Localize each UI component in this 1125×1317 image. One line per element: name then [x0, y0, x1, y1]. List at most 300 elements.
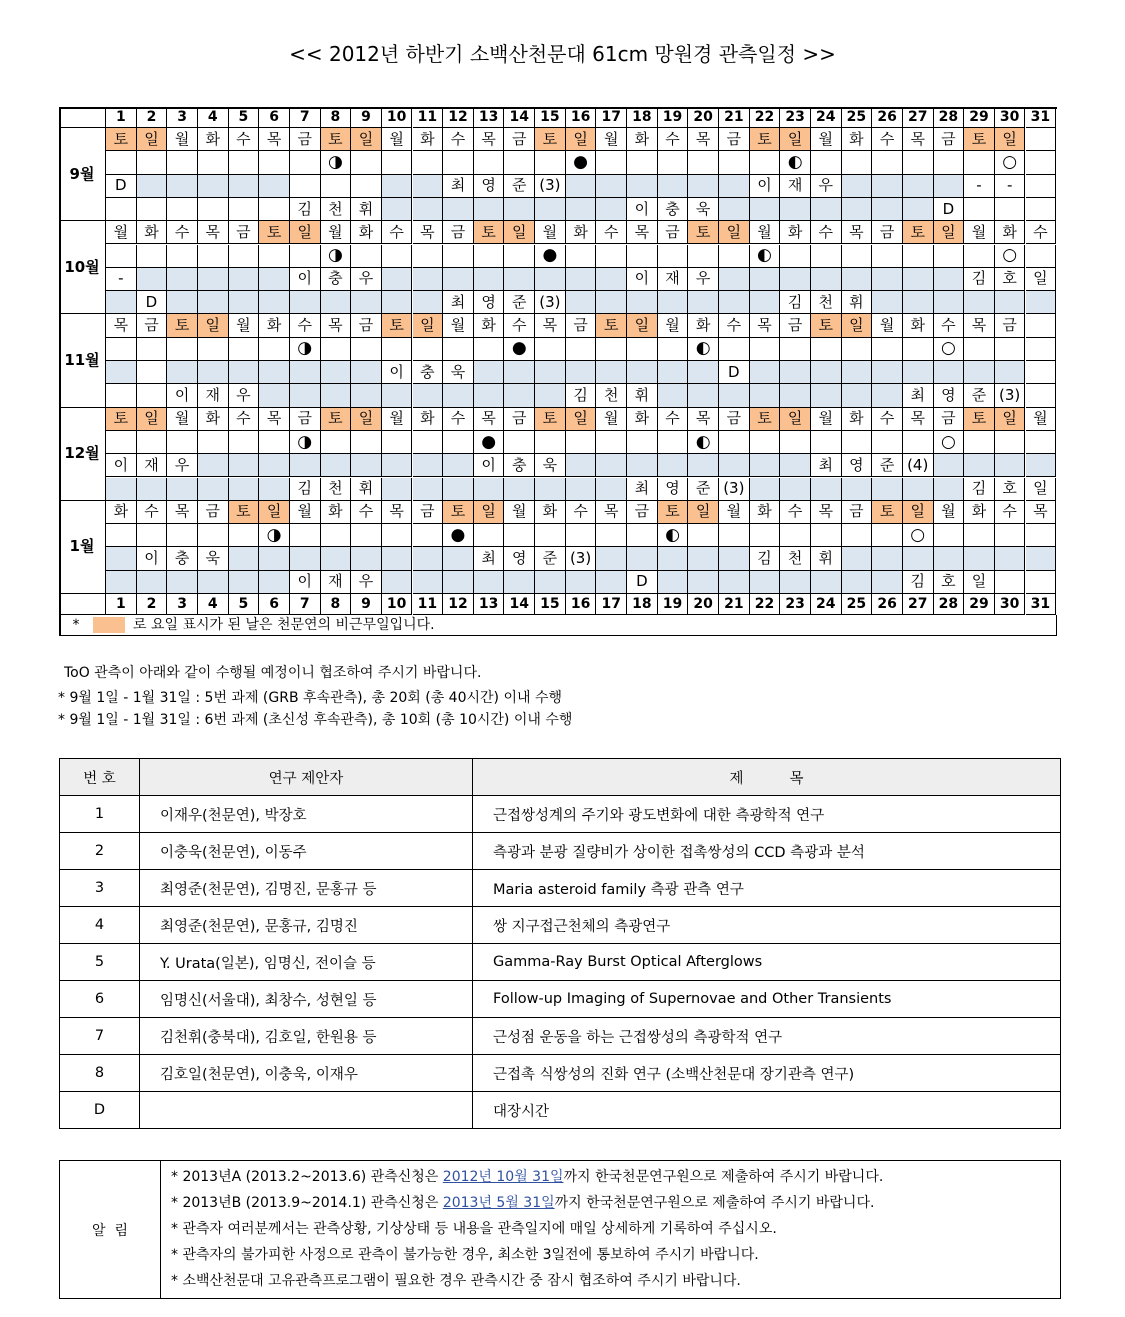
- observer-cell: [780, 454, 811, 477]
- observer-cell: [137, 384, 168, 407]
- moon-phase-cell: [934, 245, 965, 268]
- moon-phase-cell: [688, 245, 719, 268]
- weekday-cell: 일: [137, 128, 168, 151]
- weekday-cell: 목: [474, 408, 505, 431]
- moon-phase-cell: [719, 338, 750, 361]
- weekday-cell: 화: [627, 408, 658, 431]
- observer-cell: [995, 571, 1026, 594]
- observer-cell: 준: [688, 478, 719, 501]
- observer-cell: 재: [198, 384, 229, 407]
- observer-cell: [934, 175, 965, 198]
- moon-phase-cell: ●: [443, 524, 474, 547]
- observer-cell: [106, 198, 137, 221]
- day-number-footer: 24: [811, 594, 842, 615]
- observer-cell: [719, 454, 750, 477]
- observer-cell: [413, 198, 444, 221]
- observer-cell: [964, 361, 995, 384]
- observer-cell: 충: [504, 454, 535, 477]
- observer-cell: [413, 384, 444, 407]
- observer-cell: [351, 384, 382, 407]
- weekday-cell: 수: [719, 314, 750, 337]
- moon-phase-cell: [106, 431, 137, 454]
- day-number-header: 14: [504, 107, 535, 128]
- observer-cell: [658, 361, 689, 384]
- weekday-cell: 수: [1026, 221, 1057, 244]
- weekday-cell: 수: [137, 501, 168, 524]
- observer-cell: [351, 547, 382, 570]
- observer-cell: [229, 361, 260, 384]
- day-number-header: 28: [934, 107, 965, 128]
- observer-cell: 충: [321, 268, 352, 291]
- moon-phase-cell: [872, 245, 903, 268]
- weekday-cell: 화: [903, 314, 934, 337]
- day-number-header: 11: [413, 107, 444, 128]
- day-number-header: 5: [229, 107, 260, 128]
- weekday-cell: 토: [106, 408, 137, 431]
- observer-cell: [872, 291, 903, 314]
- moon-phase-cell: [566, 245, 597, 268]
- observer-cell: 최: [474, 547, 505, 570]
- weekday-cell: 목: [474, 128, 505, 151]
- observer-cell: [259, 478, 290, 501]
- moon-phase-cell: [658, 338, 689, 361]
- observer-cell: [750, 571, 781, 594]
- weekday-cell: 금: [627, 501, 658, 524]
- moon-phase-cell: [811, 338, 842, 361]
- observer-cell: [964, 454, 995, 477]
- observer-cell: 천: [811, 291, 842, 314]
- proposal-title: 근성점 운동을 하는 근접쌍성의 측광학적 연구: [473, 1018, 1061, 1055]
- weekday-cell: 수: [872, 128, 903, 151]
- weekday-cell: 목: [596, 501, 627, 524]
- moon-phase-cell: [198, 431, 229, 454]
- day-number-header: 24: [811, 107, 842, 128]
- weekday-cell: 토: [688, 221, 719, 244]
- weekday-cell: 토: [535, 128, 566, 151]
- weekday-cell: 월: [167, 128, 198, 151]
- observer-cell: (3): [719, 478, 750, 501]
- month-label: 12월: [59, 408, 106, 501]
- weekday-cell: 화: [259, 314, 290, 337]
- observer-cell: [903, 175, 934, 198]
- moon-phase-cell: [964, 431, 995, 454]
- observer-cell: 재: [658, 268, 689, 291]
- weekday-cell: 일: [351, 128, 382, 151]
- day-number-footer: 27: [903, 594, 934, 615]
- observer-cell: [934, 291, 965, 314]
- moon-phase-cell: [137, 431, 168, 454]
- weekday-cell: 금: [198, 501, 229, 524]
- observer-cell: [964, 291, 995, 314]
- table-row: [60, 981, 1061, 1018]
- moon-phase-cell: [627, 524, 658, 547]
- moon-phase-cell: [1026, 151, 1057, 174]
- observer-cell: [474, 361, 505, 384]
- moon-phase-cell: [566, 524, 597, 547]
- observer-cell: [750, 478, 781, 501]
- weekday-cell: 월: [658, 314, 689, 337]
- observer-cell: [504, 198, 535, 221]
- observer-cell: 휘: [351, 478, 382, 501]
- observer-cell: [229, 198, 260, 221]
- moon-phase-cell: [750, 338, 781, 361]
- observer-cell: [382, 454, 413, 477]
- moon-phase-cell: ◑: [259, 524, 290, 547]
- weekday-cell: 수: [443, 128, 474, 151]
- moon-phase-cell: [842, 151, 873, 174]
- notice-label: 알 림: [60, 1161, 161, 1299]
- proposal-proposer: 최영준(천문연), 김명진, 문홍규 등: [140, 870, 473, 907]
- observer-cell: [596, 571, 627, 594]
- weekday-cell: 토: [321, 408, 352, 431]
- observer-cell: 최: [443, 175, 474, 198]
- observer-cell: [1026, 198, 1057, 221]
- observer-cell: [259, 198, 290, 221]
- weekday-cell: 월: [535, 221, 566, 244]
- observer-cell: [535, 361, 566, 384]
- day-number-footer: 2: [137, 594, 168, 615]
- observer-cell: [474, 384, 505, 407]
- day-number-footer: 22: [750, 594, 781, 615]
- day-number-header: 19: [658, 107, 689, 128]
- observer-cell: [290, 454, 321, 477]
- moon-phase-cell: [719, 151, 750, 174]
- moon-phase-cell: [811, 524, 842, 547]
- day-number-footer: 13: [474, 594, 505, 615]
- proposal-title: Maria asteroid family 측광 관측 연구: [473, 870, 1061, 907]
- weekday-cell: 수: [658, 128, 689, 151]
- too-intro: ToO 관측이 아래와 같이 수행될 예정이니 협조하여 주시기 바랍니다.: [64, 665, 482, 681]
- observer-cell: [872, 478, 903, 501]
- observer-cell: 충: [167, 547, 198, 570]
- observer-cell: [627, 175, 658, 198]
- moon-phase-cell: ○: [995, 245, 1026, 268]
- weekday-cell: 월: [1026, 408, 1057, 431]
- weekday-cell: 수: [290, 314, 321, 337]
- day-number-header: 23: [780, 107, 811, 128]
- observer-cell: [566, 454, 597, 477]
- header-corner: [59, 107, 106, 128]
- day-number-footer: 11: [413, 594, 444, 615]
- table-row: [60, 1055, 1061, 1092]
- observer-cell: [719, 571, 750, 594]
- moon-phase-cell: [658, 431, 689, 454]
- observer-cell: [167, 291, 198, 314]
- proposal-proposer: 이재우(천문연), 박장호: [140, 796, 473, 833]
- observer-cell: [811, 361, 842, 384]
- moon-phase-cell: [443, 338, 474, 361]
- day-number-footer: 28: [934, 594, 965, 615]
- table-row: [60, 944, 1061, 981]
- observer-cell: 이: [290, 571, 321, 594]
- observer-cell: [443, 454, 474, 477]
- observer-cell: [290, 291, 321, 314]
- moon-phase-cell: [504, 245, 535, 268]
- observer-cell: [566, 291, 597, 314]
- observer-cell: [658, 547, 689, 570]
- moon-phase-cell: [229, 245, 260, 268]
- proposal-number: 2: [60, 833, 140, 870]
- observer-cell: [259, 384, 290, 407]
- moon-phase-cell: [259, 245, 290, 268]
- observer-cell: [596, 175, 627, 198]
- weekday-cell: 토: [811, 314, 842, 337]
- observer-cell: [137, 571, 168, 594]
- observer-cell: [627, 361, 658, 384]
- observer-cell: -: [106, 268, 137, 291]
- day-number-footer: 8: [321, 594, 352, 615]
- observer-cell: [658, 454, 689, 477]
- observer-cell: -: [995, 175, 1026, 198]
- observer-cell: (3): [995, 384, 1026, 407]
- day-number-header: 3: [167, 107, 198, 128]
- observer-cell: [137, 175, 168, 198]
- observer-cell: [167, 571, 198, 594]
- observer-cell: 영: [842, 454, 873, 477]
- weekday-cell: 화: [780, 221, 811, 244]
- moon-phase-cell: [413, 338, 444, 361]
- observer-cell: [934, 454, 965, 477]
- proposal-number: 1: [60, 796, 140, 833]
- observer-cell: 호: [995, 268, 1026, 291]
- observer-cell: 이: [474, 454, 505, 477]
- weekday-cell: 토: [535, 408, 566, 431]
- observer-cell: [382, 175, 413, 198]
- day-number-footer: 30: [995, 594, 1026, 615]
- footer-corner: [59, 594, 106, 615]
- moon-phase-cell: ●: [535, 245, 566, 268]
- observer-cell: [382, 384, 413, 407]
- table-row: [60, 1092, 1061, 1129]
- observer-cell: [443, 478, 474, 501]
- weekday-cell: 목: [321, 314, 352, 337]
- observer-cell: [596, 547, 627, 570]
- observer-cell: [351, 175, 382, 198]
- moon-phase-cell: [1026, 338, 1057, 361]
- moon-phase-cell: [443, 151, 474, 174]
- moon-phase-cell: [995, 338, 1026, 361]
- observer-cell: [167, 198, 198, 221]
- observer-cell: [290, 175, 321, 198]
- proposal-proposer: 임명신(서울대), 최창수, 성현일 등: [140, 981, 473, 1018]
- observer-cell: [872, 361, 903, 384]
- moon-phase-cell: [474, 524, 505, 547]
- proposal-number: 6: [60, 981, 140, 1018]
- weekday-cell: 월: [596, 128, 627, 151]
- observer-cell: [903, 547, 934, 570]
- weekday-cell: 월: [934, 501, 965, 524]
- observer-cell: [413, 547, 444, 570]
- observer-cell: 최: [627, 478, 658, 501]
- observer-cell: [382, 198, 413, 221]
- observer-cell: [259, 175, 290, 198]
- moon-phase-cell: [351, 245, 382, 268]
- observer-cell: 우: [229, 384, 260, 407]
- moon-phase-cell: [995, 524, 1026, 547]
- day-number-footer: 16: [566, 594, 597, 615]
- observer-cell: [1026, 571, 1057, 594]
- moon-phase-cell: [137, 245, 168, 268]
- day-number-footer: 21: [719, 594, 750, 615]
- observer-cell: [167, 478, 198, 501]
- moon-phase-cell: [596, 524, 627, 547]
- day-number-footer: 14: [504, 594, 535, 615]
- moon-phase-cell: [627, 338, 658, 361]
- observer-cell: 영: [504, 547, 535, 570]
- weekday-cell: 화: [842, 408, 873, 431]
- observer-cell: [1026, 547, 1057, 570]
- too-note-2: * 9월 1일 - 1월 31일 : 6번 과제 (초신성 후속관측), 총 10회 (총 10시간) 이내 수행: [58, 712, 573, 728]
- observer-cell: [1026, 175, 1057, 198]
- moon-phase-cell: [780, 338, 811, 361]
- observer-cell: [872, 384, 903, 407]
- weekday-cell: 수: [995, 501, 1026, 524]
- table-row: [60, 1018, 1061, 1055]
- moon-phase-cell: [811, 431, 842, 454]
- weekday-cell: 목: [903, 408, 934, 431]
- weekday-cell: 화: [995, 221, 1026, 244]
- observer-cell: [780, 384, 811, 407]
- observer-cell: 일: [1026, 268, 1057, 291]
- moon-phase-cell: [872, 338, 903, 361]
- day-number-footer: 4: [198, 594, 229, 615]
- moon-phase-cell: [872, 151, 903, 174]
- observer-cell: [106, 384, 137, 407]
- observer-cell: 김: [290, 478, 321, 501]
- month-label: 9월: [59, 128, 106, 221]
- observer-cell: [872, 268, 903, 291]
- proposal-title: 측광과 분광 질량비가 상이한 접촉쌍성의 CCD 측광과 분석: [473, 833, 1061, 870]
- calendar-footnote: [59, 615, 1057, 636]
- observer-cell: [137, 198, 168, 221]
- moon-phase-cell: [504, 151, 535, 174]
- proposal-title: Follow-up Imaging of Supernovae and Other Transients: [473, 981, 1061, 1018]
- weekday-cell: 토: [903, 221, 934, 244]
- moon-phase-cell: [780, 431, 811, 454]
- moon-phase-cell: [137, 524, 168, 547]
- proposal-proposer: Y. Urata(일본), 임명신, 전이슬 등: [140, 944, 473, 981]
- day-number-footer: 26: [872, 594, 903, 615]
- weekday-cell: 일: [504, 221, 535, 244]
- table-row: [60, 796, 1061, 833]
- footnote-marker: *: [72, 617, 80, 633]
- proposal-proposer: 이충욱(천문연), 이동주: [140, 833, 473, 870]
- observer-cell: 욱: [443, 361, 474, 384]
- observer-cell: [811, 198, 842, 221]
- moon-phase-cell: [474, 338, 505, 361]
- observer-cell: [198, 571, 229, 594]
- observer-cell: 김: [780, 291, 811, 314]
- observer-cell: [198, 361, 229, 384]
- observer-cell: [1026, 361, 1057, 384]
- observer-cell: D: [934, 198, 965, 221]
- weekday-cell: 목: [259, 128, 290, 151]
- observer-cell: 김: [750, 547, 781, 570]
- weekday-cell: 월: [811, 408, 842, 431]
- observer-cell: 영: [474, 291, 505, 314]
- moon-phase-cell: [290, 245, 321, 268]
- observer-cell: [811, 384, 842, 407]
- observer-cell: [229, 547, 260, 570]
- observer-cell: [413, 478, 444, 501]
- observer-cell: [750, 268, 781, 291]
- proposal-title: 대장시간: [473, 1092, 1061, 1129]
- moon-phase-cell: [198, 151, 229, 174]
- proposal-proposer: 최영준(천문연), 문홍규, 김명진: [140, 907, 473, 944]
- day-number-header: 9: [351, 107, 382, 128]
- moon-phase-cell: [504, 431, 535, 454]
- observer-cell: [259, 291, 290, 314]
- observer-cell: [566, 571, 597, 594]
- moon-phase-cell: ◑: [321, 151, 352, 174]
- weekday-cell: 금: [290, 128, 321, 151]
- moon-phase-cell: [167, 338, 198, 361]
- weekday-cell: 수: [811, 221, 842, 244]
- observer-cell: 욱: [198, 547, 229, 570]
- day-number-header: 13: [474, 107, 505, 128]
- observer-cell: [259, 571, 290, 594]
- observer-cell: 충: [658, 198, 689, 221]
- moon-phase-cell: [719, 245, 750, 268]
- observer-cell: [566, 175, 597, 198]
- observer-cell: 이: [106, 454, 137, 477]
- observer-cell: 재: [321, 571, 352, 594]
- weekday-cell: 월: [811, 128, 842, 151]
- moon-phase-cell: [443, 245, 474, 268]
- moon-phase-cell: [382, 151, 413, 174]
- month-label: 10월: [59, 221, 106, 314]
- observer-cell: [780, 268, 811, 291]
- moon-phase-cell: [167, 524, 198, 547]
- day-number-header: 17: [596, 107, 627, 128]
- weekday-cell: 일: [137, 408, 168, 431]
- observer-cell: 일: [1026, 478, 1057, 501]
- weekday-cell: 일: [198, 314, 229, 337]
- moon-phase-cell: [872, 431, 903, 454]
- weekday-cell: 화: [413, 408, 444, 431]
- moon-phase-cell: [566, 431, 597, 454]
- proposal-table: [59, 758, 1061, 1129]
- observer-cell: [413, 291, 444, 314]
- moon-phase-cell: [842, 431, 873, 454]
- day-number-footer: 6: [259, 594, 290, 615]
- moon-phase-cell: [413, 524, 444, 547]
- footnote-text: 로 요일 표시가 된 날은 천문연의 비근무일입니다.: [133, 617, 435, 633]
- moon-phase-cell: [351, 431, 382, 454]
- observer-cell: 천: [596, 384, 627, 407]
- weekday-cell: 월: [382, 408, 413, 431]
- observer-cell: 우: [351, 268, 382, 291]
- observer-cell: [321, 454, 352, 477]
- observer-cell: [443, 571, 474, 594]
- day-number-header: 6: [259, 107, 290, 128]
- month-label: 1월: [59, 501, 106, 594]
- moon-phase-cell: [780, 524, 811, 547]
- day-number-footer: 31: [1026, 594, 1057, 615]
- day-number-footer: 18: [627, 594, 658, 615]
- weekday-cell: 수: [443, 408, 474, 431]
- moon-phase-cell: [106, 245, 137, 268]
- moon-phase-cell: [321, 431, 352, 454]
- weekday-cell: 목: [413, 221, 444, 244]
- observer-cell: [321, 291, 352, 314]
- weekday-cell: 월: [106, 221, 137, 244]
- weekday-cell: 금: [229, 221, 260, 244]
- observer-cell: 이: [627, 268, 658, 291]
- moon-phase-cell: [259, 431, 290, 454]
- weekend-color-swatch: [93, 617, 125, 633]
- moon-phase-cell: [137, 151, 168, 174]
